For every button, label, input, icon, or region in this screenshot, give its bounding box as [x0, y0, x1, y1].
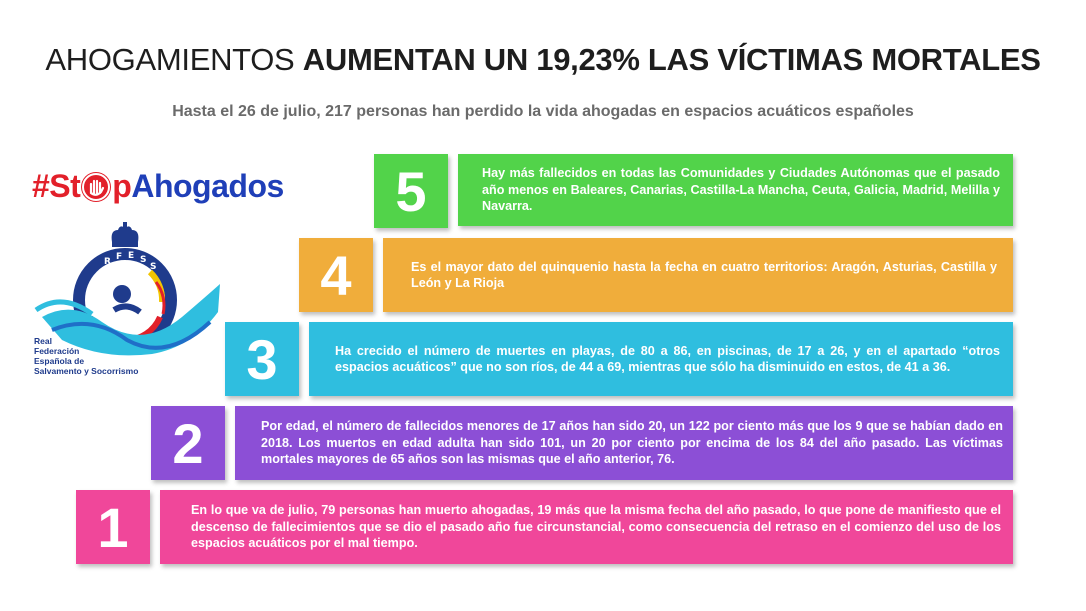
- step-5-text: Hay más fallecidos en todas las Comunidades y Ciudades Autónomas que el pasado año menos en Baleares, Canarias, Castilla-La Mancha, Ceuta, Galicia, Madrid, Melilla y Navarra.: [482, 166, 1000, 214]
- svg-text:S: S: [150, 262, 157, 272]
- step-3-number: 3: [225, 322, 299, 396]
- stop-ahogados-hashtag: [32, 166, 284, 206]
- rfess-line-1: Real: [34, 336, 52, 346]
- title-light: AHOGAMIENTOS: [45, 42, 295, 77]
- step-3-text-box: [309, 322, 1013, 396]
- step-3-text: Ha crecido el número de muertes en playas, de 80 a 86, en piscinas, de 17 a 26, y en el apartado “otros espacios acuáticos” que no son ríos, de 44 a 69, mientras que sólo ha disminuido en estos, de 41 a 36.: [335, 343, 1000, 374]
- page-subtitle: Hasta el 26 de julio, 217 personas han perdido la vida ahogadas en espacios acuáticos españoles: [172, 103, 914, 120]
- step-4-number: 4: [299, 238, 373, 312]
- rfess-name: [34, 336, 138, 376]
- step-4-text-box: [383, 238, 1013, 312]
- step-1-number: 1: [76, 490, 150, 564]
- step-4-text: Es el mayor dato del quinquenio hasta la fecha en cuatro territorios: Aragón, Asturias, Castilla y León y La Rioja: [411, 259, 997, 290]
- svg-text:S: S: [140, 255, 147, 265]
- hashtag-part-1: #St: [32, 168, 81, 204]
- svg-text:E: E: [128, 251, 135, 261]
- step-1-text-box: [160, 490, 1013, 564]
- rfess-line-4: Salvamento y Socorrismo: [34, 366, 139, 376]
- page-title: [0, 42, 1086, 78]
- rfess-line-3: Española de: [34, 356, 85, 366]
- step-1-text: En lo que va de julio, 79 personas han muerto ahogadas, 19 más que la misma fecha del año pasado, lo que pone de manifiesto que el descenso de fallecimientos que se dio el pasado año fue circunstancial, como consecuencia del retraso en el comienzo del uso de los espacios acuáticos por el mal tiempo.: [191, 503, 1001, 551]
- step-2-text-box: [235, 406, 1013, 480]
- step-5-number: 5: [374, 154, 448, 228]
- hashtag-part-2: p: [112, 168, 132, 204]
- svg-text:R: R: [104, 257, 111, 267]
- hashtag-part-3: Ahogados: [131, 168, 284, 204]
- svg-text:F: F: [116, 252, 123, 262]
- step-2-text: Por edad, el número de fallecidos menores de 17 años han sido 20, un 122 por ciento más que los 9 que se habían dado en 2018. Los muertos en edad adulta han sido 101, un 20 por ciento por encima de los 84 del año pasado. Las víctimas mortales mayores de 65 años son las mismas que el año anterior, 76.: [261, 419, 1003, 467]
- rfess-line-2: Federación: [34, 346, 80, 356]
- step-2-number: 2: [151, 406, 225, 480]
- stop-hand-icon: [81, 172, 111, 202]
- step-5-text-box: [458, 154, 1013, 226]
- title-bold: AUMENTAN UN 19,23% LAS VÍCTIMAS MORTALES: [302, 42, 1041, 77]
